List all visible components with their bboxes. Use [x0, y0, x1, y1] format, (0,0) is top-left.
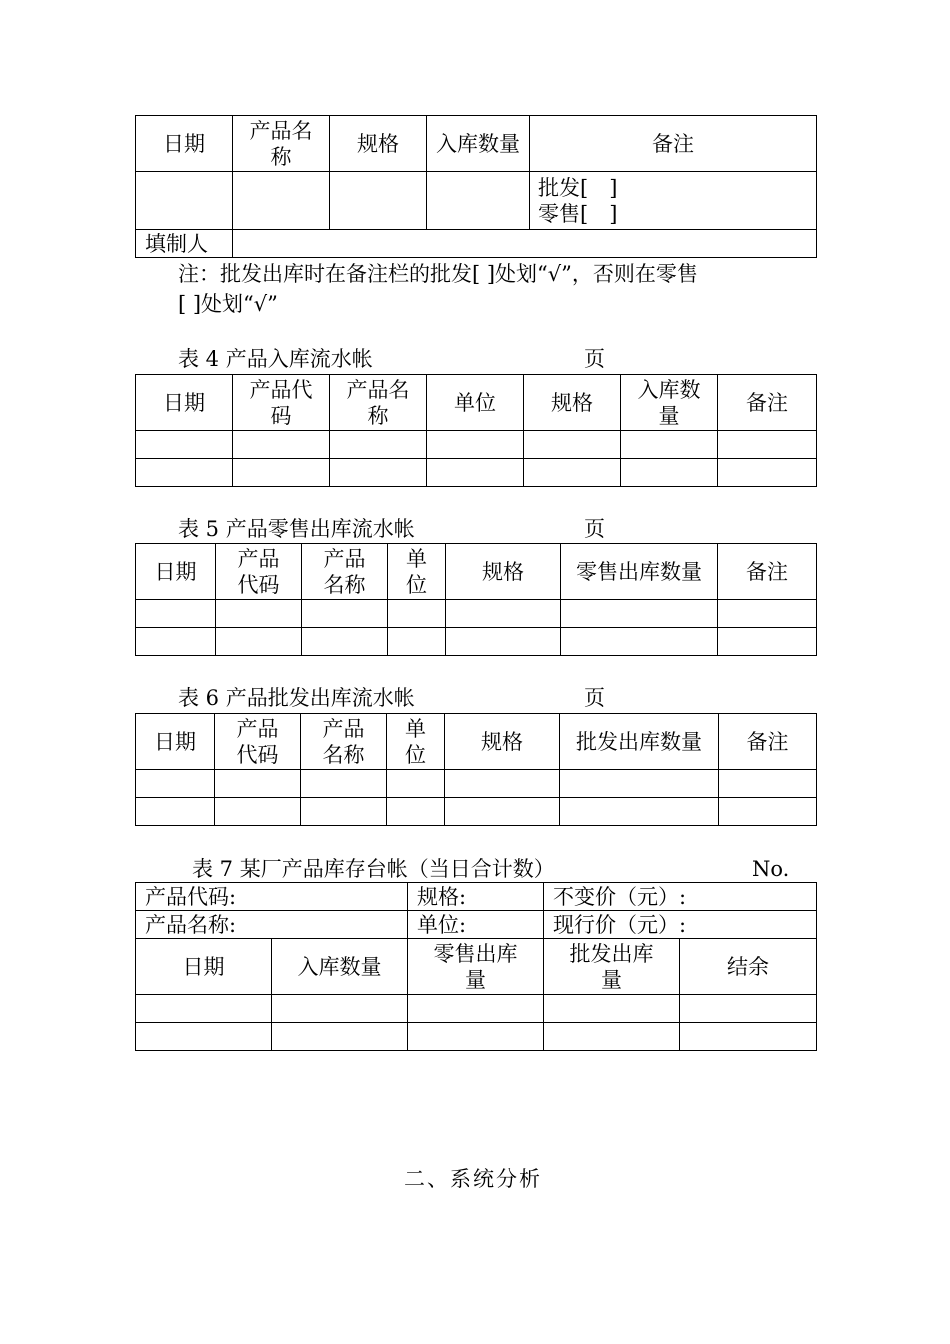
note-line-2: [ ]处划“√”: [178, 292, 278, 316]
product-name-field: 产品名称:: [136, 911, 408, 939]
table5-page-label: 页: [584, 517, 605, 541]
header-unit: 单位: [427, 375, 524, 431]
note: [178, 259, 818, 319]
header-product-code: 产品代码: [215, 714, 301, 770]
table6-page-label: 页: [584, 686, 605, 710]
header-unit: 单位: [388, 544, 446, 600]
product-inbound-ledger-table: [135, 374, 817, 487]
header-remarks: 备注: [719, 714, 817, 770]
table-cell: [330, 172, 427, 230]
table-row: [136, 600, 817, 628]
header-remarks: 备注: [718, 375, 817, 431]
header-balance: 结余: [680, 939, 817, 995]
table-row: [136, 628, 817, 656]
header-wholesale-outbound-qty: 批发出库量: [544, 939, 680, 995]
table-row: [136, 995, 817, 1023]
section-heading: 二、系统分析: [404, 1167, 542, 1191]
retail-outbound-ledger-table: [135, 543, 817, 656]
header-product-name: 产品名称: [330, 375, 427, 431]
header-product-code: 产品代码: [233, 375, 330, 431]
header-inbound-qty: 入库数量: [427, 116, 530, 172]
header-date: 日期: [136, 544, 216, 600]
header-date: 日期: [136, 939, 272, 995]
table-row: [136, 798, 817, 826]
remarks-cell: [530, 172, 817, 230]
note-line-1: 注：批发出库时在备注栏的批发[ ]处划“√”，否则在零售: [178, 262, 698, 286]
table-row: [136, 431, 817, 459]
header-wholesale-outbound-qty: 批发出库数量: [560, 714, 719, 770]
current-price-field: 现行价（元）:: [544, 911, 817, 939]
table4-title: 表 4 产品入库流水帐: [178, 347, 373, 371]
inventory-ledger-table: [135, 882, 817, 1051]
product-code-field: 产品代码:: [136, 883, 408, 911]
header-remarks: 备注: [530, 116, 817, 172]
filler-label: 填制人: [136, 230, 233, 258]
header-spec: 规格: [446, 544, 561, 600]
header-unit: 单位: [387, 714, 445, 770]
header-spec: 规格: [445, 714, 560, 770]
filler-value-cell: [233, 230, 817, 258]
header-retail-outbound-qty: 零售出库量: [408, 939, 544, 995]
remark-wholesale: 批发[ ]: [538, 175, 618, 200]
header-inbound-qty: 入库数量: [621, 375, 718, 431]
header-product-name: 产品名称: [301, 714, 387, 770]
table-cell: [233, 172, 330, 230]
table7-title: 表 7 某厂产品库存台帐（当日合计数）: [192, 857, 555, 881]
header-date: 日期: [136, 714, 215, 770]
table-row: [136, 459, 817, 487]
header-date: 日期: [136, 375, 233, 431]
header-retail-outbound-qty: 零售出库数量: [561, 544, 718, 600]
fixed-price-field: 不变价（元）:: [544, 883, 817, 911]
header-product-name: 产品名称: [233, 116, 330, 172]
table-row: [136, 770, 817, 798]
table-row: [136, 1023, 817, 1051]
remark-retail: 零售[ ]: [538, 201, 618, 226]
table-cell: [136, 172, 233, 230]
unit-field: 单位:: [408, 911, 544, 939]
spec-field: 规格:: [408, 883, 544, 911]
table6-title: 表 6 产品批发出库流水帐: [178, 686, 415, 710]
table5-title: 表 5 产品零售出库流水帐: [178, 517, 415, 541]
header-remarks: 备注: [718, 544, 817, 600]
header-product-code: 产品代码: [216, 544, 302, 600]
table7-no-label: No.: [752, 857, 790, 881]
table-cell: [427, 172, 530, 230]
inbound-record-table: [135, 115, 817, 258]
header-spec: 规格: [524, 375, 621, 431]
wholesale-outbound-ledger-table: [135, 713, 817, 826]
header-product-name: 产品名称: [302, 544, 388, 600]
table4-page-label: 页: [584, 347, 605, 371]
header-inbound-qty: 入库数量: [272, 939, 408, 995]
header-date: 日期: [136, 116, 233, 172]
header-spec: 规格: [330, 116, 427, 172]
